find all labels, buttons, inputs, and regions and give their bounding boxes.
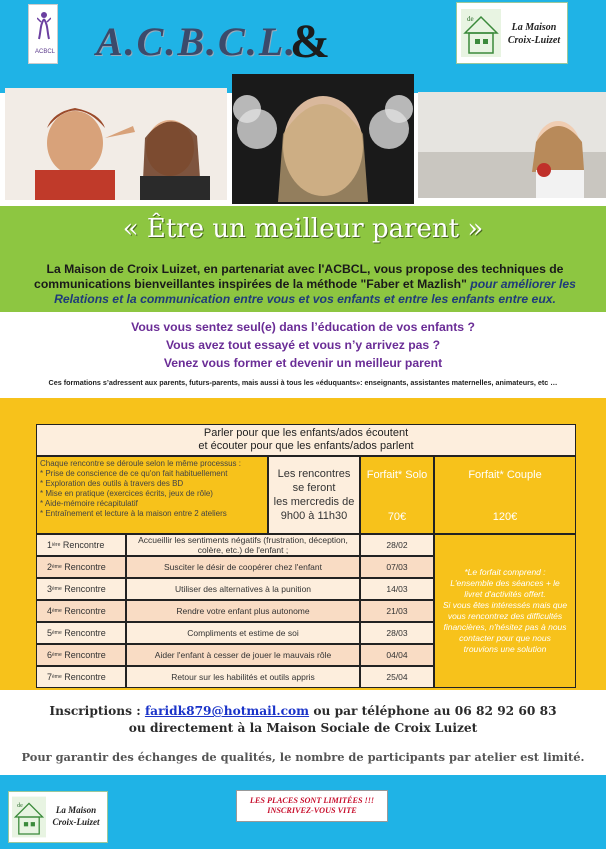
process-list <box>36 456 268 534</box>
rencontre-num: 2 <box>47 562 53 572</box>
rencontre-word: Rencontre <box>64 606 106 616</box>
rencontre-num: 7 <box>47 672 53 682</box>
inscriptions <box>0 703 606 737</box>
forfait-solo-price: 70€ <box>387 511 407 523</box>
rencontre-label <box>36 534 126 556</box>
rencontre-num: 5 <box>47 628 53 638</box>
rencontre-desc: Utiliser des alternatives à la punition <box>126 578 360 600</box>
question-2: Vous avez tout essayé et vous n’y arrivez pas ? <box>165 338 441 352</box>
forfait-note-help: Si vous êtes intéressés mais que vous rencontrez des difficultés financières, n'hésitez pas à nous contacter pour que nous trouvions une solution <box>442 600 568 654</box>
forfait-couple-label: Forfait* Couple <box>468 469 542 481</box>
rencontre-desc: Retour sur les habilités et outils appris <box>126 666 360 688</box>
rencontre-label <box>36 556 126 578</box>
process-step: * Aide-mémoire récapitulatif <box>40 499 138 508</box>
forfait-note <box>434 534 576 688</box>
forfait-couple <box>434 456 576 534</box>
maison-logo-line2: Croix-Luizet <box>52 817 100 827</box>
ampersand: & <box>290 15 330 68</box>
rencontre-label <box>36 666 126 688</box>
sessions-line: se feront <box>292 482 336 494</box>
rencontre-word: Rencontre <box>62 540 105 550</box>
table-title-line2: et écouter pour que les enfants/ados parlent <box>198 440 414 452</box>
photo-sad-child <box>418 92 606 198</box>
sessions-line: Les rencontres <box>277 468 351 480</box>
rencontre-num: 1 <box>47 540 53 550</box>
rencontre-label <box>36 644 126 666</box>
email-link[interactable]: faridk879@hotmail.com <box>144 704 310 718</box>
rencontre-label <box>36 622 126 644</box>
process-step: * Prise de conscience de ce qu'on fait habituellement <box>40 469 228 478</box>
rencontre-label <box>36 600 126 622</box>
process-step: * Exploration des outils à travers des BD <box>40 479 184 488</box>
rencontre-sup: ème <box>52 630 62 636</box>
rencontre-sup: ème <box>52 586 62 592</box>
svg-text:de: de <box>17 802 23 809</box>
forfait-note-title: *Le forfait comprend : <box>464 567 546 577</box>
photo-frustrated-woman <box>232 74 414 204</box>
table-title <box>36 424 576 456</box>
acbcl-logo-label: ACBCL <box>35 49 56 55</box>
rencontre-num: 3 <box>47 584 53 594</box>
rencontre-sup: ème <box>52 608 62 614</box>
svg-text:de: de <box>467 15 474 23</box>
rencontre-word: Rencontre <box>64 584 106 594</box>
table-title-line1: Parler pour que les enfants/ados écoutent <box>203 427 409 439</box>
rencontre-date: 25/04 <box>360 666 434 688</box>
headline: « Être un meilleur parent » <box>122 214 484 244</box>
places-limitees-box <box>236 790 388 822</box>
intro-bold: La Maison de Croix Luizet, en partenariat avec l'ACBCL, vous propose des techniques de communications bienveillantes inspirées de la méthode "Faber et Mazlish" <box>34 262 564 291</box>
maison-logo-line1: La Maison <box>55 805 97 815</box>
rencontre-word: Rencontre <box>64 650 106 660</box>
process-intro: Chaque rencontre se déroule selon le même processus : <box>40 459 241 468</box>
rencontre-date: 21/03 <box>360 600 434 622</box>
rencontre-sup: ème <box>52 674 62 680</box>
person-icon <box>37 11 51 41</box>
process-step: * Mise en pratique (exercices écrits, jeux de rôle) <box>40 489 213 498</box>
sessions-info <box>268 456 360 534</box>
places-line1: LES PLACES SONT LIMITÉES !!! <box>249 796 375 805</box>
rencontre-num: 4 <box>47 606 53 616</box>
rencontre-word: Rencontre <box>64 562 106 572</box>
rencontre-desc: Rendre votre enfant plus autonome <box>126 600 360 622</box>
inscriptions-line2: ou directement à la Maison Sociale de Croix Luizet <box>128 721 478 735</box>
forfait-solo-label: Forfait* Solo <box>366 469 428 481</box>
maison-logo <box>456 2 568 64</box>
rencontre-date: 28/03 <box>360 622 434 644</box>
forfait-solo <box>360 456 434 534</box>
photo-mother-scolding <box>5 88 227 200</box>
forfait-couple-price: 120€ <box>492 511 518 523</box>
program-table <box>36 424 576 688</box>
question-1: Vous vous sentez seul(e) dans l’éducation de vos enfants ? <box>131 320 475 334</box>
rencontre-desc: Compliments et estime de soi <box>126 622 360 644</box>
rencontre-sup: ème <box>52 564 62 570</box>
rencontre-desc: Susciter le désir de coopérer chez l'enfant <box>126 556 360 578</box>
acbcl-logo <box>28 4 58 64</box>
places-line2: INSCRIVEZ-VOUS VITE <box>267 806 357 815</box>
process-step: * Entraînement et lecture à la maison entre 2 ateliers <box>40 509 227 518</box>
rencontre-num: 6 <box>47 650 53 660</box>
maison-logo-footer <box>8 791 108 843</box>
rencontre-sup: ème <box>52 652 62 658</box>
rencontre-word: Rencontre <box>64 628 106 638</box>
audience-text: Ces formations s’adressent aux parents, futurs-parents, mais aussi à tous les «éduquants»: enseignants, assistantes maternelles, animateurs, etc … <box>48 378 558 387</box>
phone-text: ou par téléphone au 06 82 92 60 83 <box>309 704 557 718</box>
rencontre-date: 07/03 <box>360 556 434 578</box>
rencontre-date: 04/04 <box>360 644 434 666</box>
acbcl-title: A.C.B.C.L. <box>96 19 298 64</box>
sessions-line: 9h00 à 11h30 <box>280 510 348 522</box>
rencontre-sup: ière <box>52 542 61 548</box>
rencontre-label <box>36 578 126 600</box>
rencontre-date: 14/03 <box>360 578 434 600</box>
forfait-note-content: L'ensemble des séances + le livret d'activités offert. <box>450 578 560 599</box>
garantie-text: Pour garantir des échanges de qualités, le nombre de participants par atelier est limité. <box>21 750 585 764</box>
intro-italic: pour améliorer les Relations et la communication entre vous et vos enfants et entre les enfants entre eux. <box>54 277 576 306</box>
house-icon <box>461 9 501 57</box>
rencontre-desc: Aider l'enfant à cesser de jouer le mauvais rôle <box>126 644 360 666</box>
question-3: Venez vous former et devenir un meilleur parent <box>163 356 443 370</box>
rencontre-date: 28/02 <box>360 534 434 556</box>
maison-logo-line1: La Maison <box>511 22 557 33</box>
rencontre-desc: Accueillir les sentiments négatifs (frustration, déception, colère, etc.) de l'enfant ; <box>126 534 360 556</box>
inscriptions-label: Inscriptions : <box>49 704 145 718</box>
rencontre-word: Rencontre <box>64 672 106 682</box>
intro-text <box>20 262 590 307</box>
house-icon <box>12 796 46 838</box>
maison-logo-line2: Croix-Luizet <box>507 35 561 46</box>
sessions-line: les mercredis de <box>273 496 355 508</box>
